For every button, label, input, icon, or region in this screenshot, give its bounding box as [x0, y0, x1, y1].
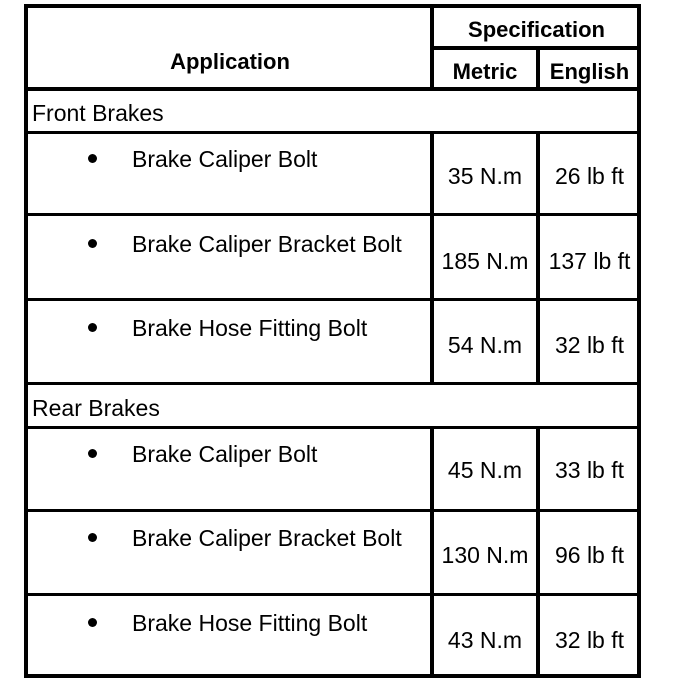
- torque-spec-table: [24, 4, 641, 678]
- row-divider: [432, 46, 641, 50]
- row-divider: [28, 426, 641, 429]
- column-divider: [536, 426, 540, 674]
- row-metric: 130 N.m: [441, 542, 529, 568]
- row-metric: 45 N.m: [447, 457, 523, 483]
- row-divider: [28, 382, 641, 385]
- section-title-rear-brakes: Rear Brakes: [32, 395, 160, 421]
- bullet-icon: [88, 618, 97, 627]
- row-divider: [28, 593, 641, 596]
- row-divider: [28, 213, 641, 216]
- row-english: 33 lb ft: [554, 457, 625, 483]
- row-english: 26 lb ft: [554, 163, 625, 189]
- bullet-icon: [88, 239, 97, 248]
- row-label: Brake Caliper Bolt: [132, 146, 318, 172]
- column-divider: [430, 131, 434, 384]
- row-english: 137 lb ft: [548, 248, 631, 274]
- row-divider: [28, 131, 641, 134]
- row-english: 32 lb ft: [554, 627, 625, 653]
- row-divider: [28, 298, 641, 301]
- row-label: Brake Hose Fitting Bolt: [132, 610, 368, 636]
- bullet-icon: [88, 154, 97, 163]
- row-metric: 54 N.m: [447, 332, 523, 358]
- section-title-front-brakes: Front Brakes: [32, 100, 164, 126]
- row-english: 32 lb ft: [554, 332, 625, 358]
- header-application: Application: [170, 49, 290, 74]
- row-metric: 43 N.m: [447, 627, 523, 653]
- row-divider: [28, 87, 641, 91]
- column-divider: [536, 131, 540, 384]
- bullet-icon: [88, 449, 97, 458]
- row-metric: 185 N.m: [441, 248, 529, 274]
- row-label: Brake Caliper Bolt: [132, 441, 318, 467]
- bullet-icon: [88, 533, 97, 542]
- header-metric: Metric: [452, 59, 518, 84]
- row-metric: 35 N.m: [447, 163, 523, 189]
- row-english: 96 lb ft: [554, 542, 625, 568]
- row-divider: [28, 509, 641, 512]
- row-label: Brake Caliper Bracket Bolt: [132, 231, 402, 257]
- row-label: Brake Caliper Bracket Bolt: [132, 525, 402, 551]
- header-specification: Specification: [468, 17, 605, 42]
- header-english: English: [549, 59, 630, 84]
- bullet-icon: [88, 323, 97, 332]
- column-divider: [536, 49, 540, 89]
- column-divider: [430, 426, 434, 674]
- row-label: Brake Hose Fitting Bolt: [132, 315, 368, 341]
